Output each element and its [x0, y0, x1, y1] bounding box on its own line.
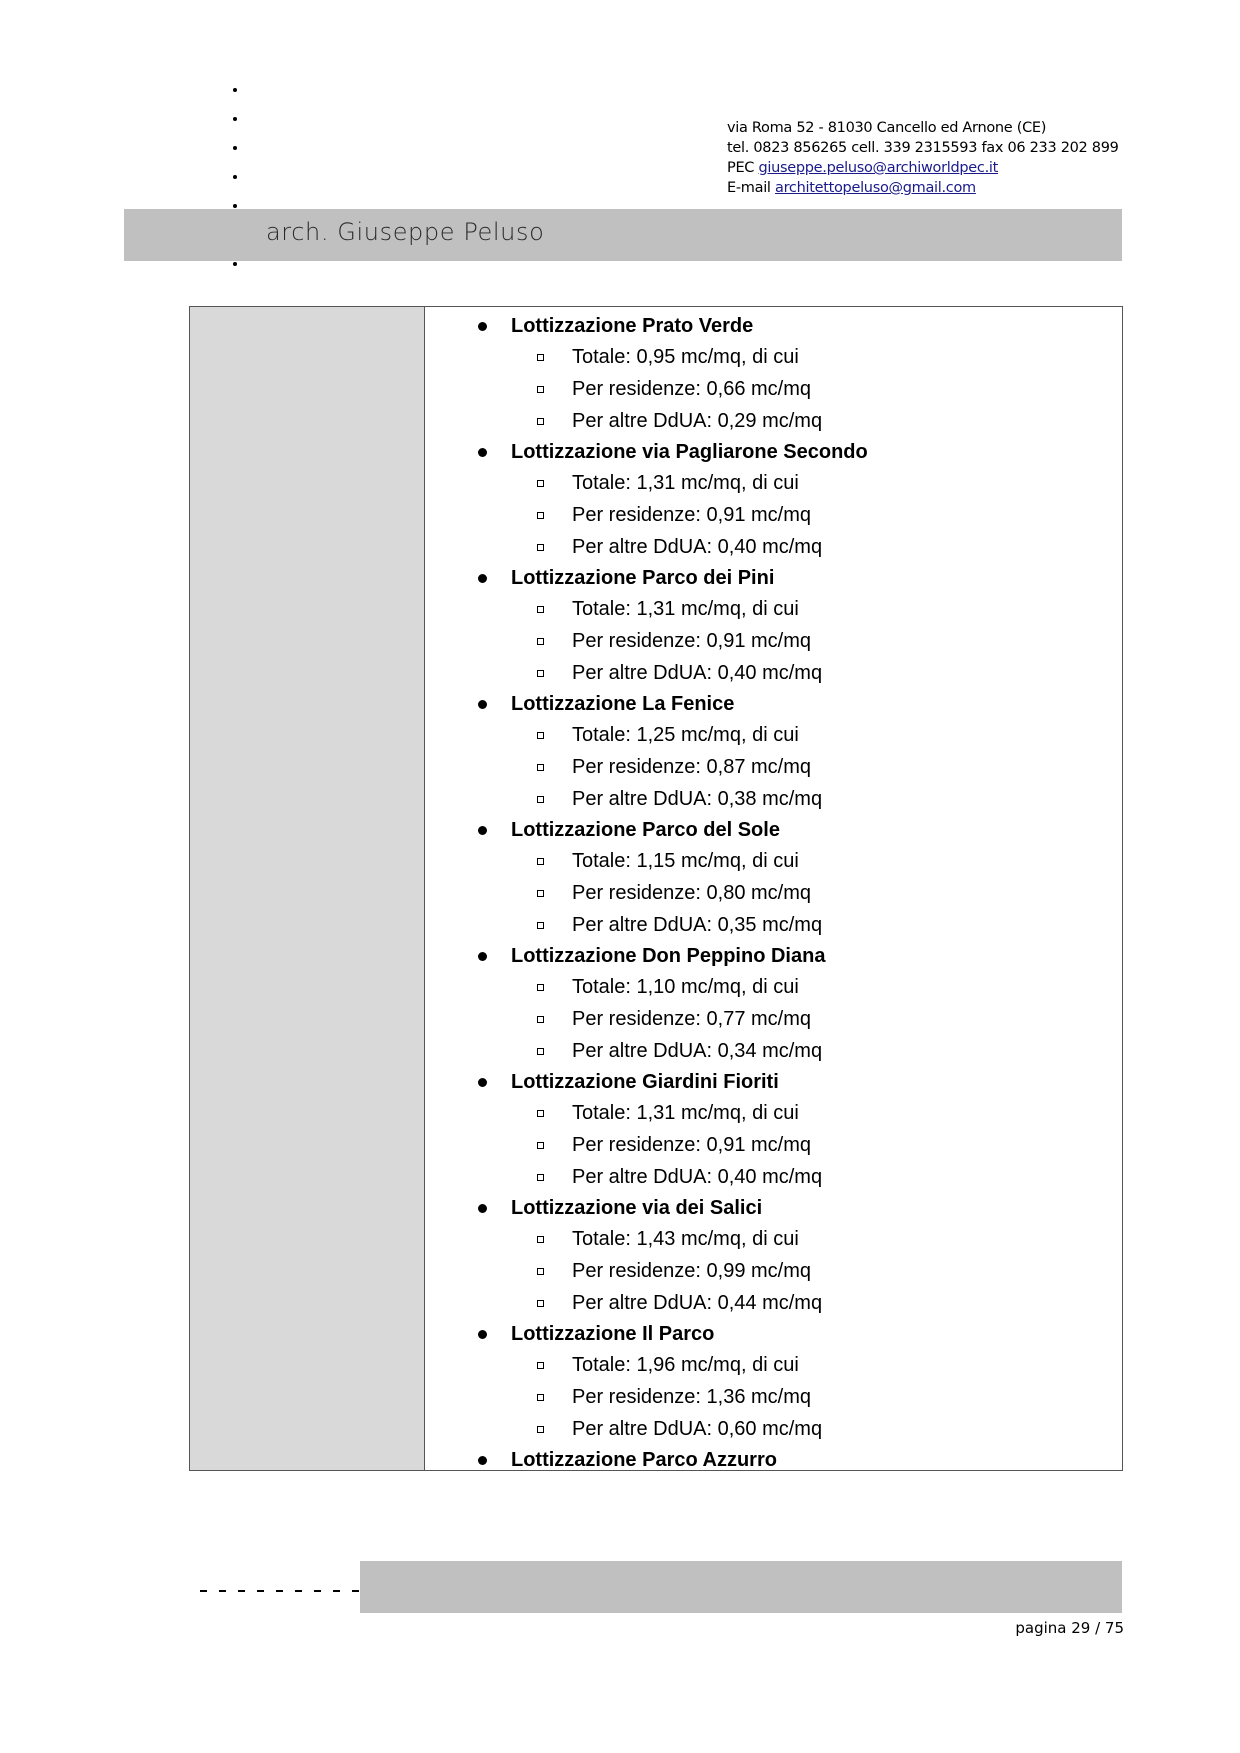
square-bullet-icon	[537, 858, 544, 865]
lottizzazione-item-text: Per residenze: 0,77 mc/mq	[572, 1008, 811, 1030]
square-bullet-icon	[537, 480, 544, 487]
dash-mark	[257, 1590, 264, 1592]
square-bullet-icon	[537, 732, 544, 739]
lottizzazione-item-text: Totale: 1,96 mc/mq, di cui	[572, 1354, 799, 1376]
lottizzazione-title	[425, 1319, 1122, 1349]
square-bullet-icon	[537, 1016, 544, 1023]
lottizzazione-item-text: Per altre DdUA: 0,34 mc/mq	[572, 1040, 823, 1062]
lottizzazione-item-text: Per altre DdUA: 0,44 mc/mq	[572, 1292, 823, 1314]
lottizzazione-item-text: Totale: 1,31 mc/mq, di cui	[572, 472, 799, 494]
email-line	[727, 178, 1119, 198]
square-bullet-icon	[537, 1174, 544, 1181]
lottizzazione-item-text: Per residenze: 0,87 mc/mq	[572, 756, 811, 778]
lottizzazione-item-text: Totale: 1,43 mc/mq, di cui	[572, 1228, 799, 1250]
lottizzazione-group	[425, 941, 1122, 1067]
lottizzazione-item-text: Per residenze: 0,80 mc/mq	[572, 882, 811, 904]
lottizzazione-group	[425, 563, 1122, 689]
lottizzazione-item	[425, 1223, 1122, 1255]
bullet-icon	[478, 952, 487, 961]
lottizzazione-item-text: Per altre DdUA: 0,29 mc/mq	[572, 410, 823, 432]
bullet-icon	[478, 1456, 487, 1465]
lottizzazione-group	[425, 1319, 1122, 1445]
lottizzazione-item	[425, 1035, 1122, 1067]
lottizzazione-group	[425, 311, 1122, 437]
email-link[interactable]: architettopeluso@gmail.com	[774, 180, 976, 196]
right-cell	[425, 307, 1122, 1470]
bullet-icon	[478, 448, 487, 457]
lottizzazione-item-text: Per residenze: 0,99 mc/mq	[572, 1260, 811, 1282]
pec-email-link[interactable]: giuseppe.peluso@archiworldpec.it	[758, 160, 999, 176]
bullet-icon	[478, 700, 487, 709]
dash-mark	[238, 1590, 245, 1592]
lottizzazione-title-text: Lottizzazione Giardini Fioriti	[511, 1071, 779, 1093]
lottizzazione-item	[425, 625, 1122, 657]
dash-mark	[314, 1590, 321, 1592]
phone-line: tel. 0823 856265 cell. 339 2315593 fax 06 233 202 899	[727, 140, 1119, 156]
lottizzazione-item-text: Per residenze: 0,91 mc/mq	[572, 504, 811, 526]
lottizzazione-title	[425, 311, 1122, 341]
bullet-icon	[478, 1078, 487, 1087]
dash-mark	[200, 1590, 207, 1592]
lottizzazione-title-text: Lottizzazione La Fenice	[511, 693, 735, 715]
bullet-icon	[478, 574, 487, 583]
lottizzazione-title-text: Lottizzazione Il Parco	[511, 1323, 715, 1345]
square-bullet-icon	[537, 796, 544, 803]
square-bullet-icon	[537, 890, 544, 897]
lottizzazione-item	[425, 1129, 1122, 1161]
lottizzazione-item	[425, 909, 1122, 941]
email-label: E-mail	[727, 180, 775, 196]
left-cell	[190, 307, 425, 1470]
lottizzazione-title	[425, 437, 1122, 467]
square-bullet-icon	[537, 1048, 544, 1055]
bullet-icon	[478, 826, 487, 835]
square-bullet-icon	[537, 418, 544, 425]
lottizzazione-item-text: Per residenze: 0,91 mc/mq	[572, 630, 811, 652]
lottizzazione-title	[425, 1067, 1122, 1097]
square-bullet-icon	[537, 1268, 544, 1275]
lottizzazione-item	[425, 845, 1122, 877]
square-bullet-icon	[537, 764, 544, 771]
lottizzazione-title-text: Lottizzazione Parco del Sole	[511, 819, 780, 841]
lottizzazione-item-text: Per altre DdUA: 0,40 mc/mq	[572, 536, 823, 558]
lottizzazione-item	[425, 877, 1122, 909]
square-bullet-icon	[537, 670, 544, 677]
lottizzazione-title-text: Lottizzazione via Pagliarone Secondo	[511, 441, 868, 463]
lottizzazione-group	[425, 1067, 1122, 1193]
dash-mark	[295, 1590, 302, 1592]
lottizzazione-item	[425, 499, 1122, 531]
contact-block	[727, 118, 1119, 198]
lottizzazione-item-text: Per altre DdUA: 0,60 mc/mq	[572, 1418, 823, 1440]
pec-label: PEC	[727, 160, 759, 176]
bullet-icon	[478, 322, 487, 331]
lottizzazione-title-text: Lottizzazione via dei Salici	[511, 1197, 763, 1219]
square-bullet-icon	[537, 606, 544, 613]
lottizzazione-item	[425, 405, 1122, 437]
lottizzazione-item	[425, 1097, 1122, 1129]
lottizzazione-item-text: Per residenze: 0,66 mc/mq	[572, 378, 811, 400]
square-bullet-icon	[537, 984, 544, 991]
square-bullet-icon	[537, 354, 544, 361]
square-bullet-icon	[537, 386, 544, 393]
lottizzazione-group	[425, 437, 1122, 563]
bullet-icon	[478, 1204, 487, 1213]
lottizzazione-item	[425, 1161, 1122, 1193]
square-bullet-icon	[537, 922, 544, 929]
lottizzazione-title	[425, 689, 1122, 719]
dash-mark	[219, 1590, 226, 1592]
bullet-icon	[478, 1330, 487, 1339]
lottizzazione-item-text: Per altre DdUA: 0,35 mc/mq	[572, 914, 823, 936]
lottizzazione-item-text: Totale: 1,31 mc/mq, di cui	[572, 598, 799, 620]
dash-mark	[352, 1590, 359, 1592]
lottizzazione-item	[425, 1287, 1122, 1319]
page-number: pagina 29 / 75	[1015, 1619, 1124, 1637]
lottizzazione-item-text: Totale: 1,10 mc/mq, di cui	[572, 976, 799, 998]
lottizzazione-item	[425, 657, 1122, 689]
square-bullet-icon	[537, 1142, 544, 1149]
lottizzazione-group	[425, 815, 1122, 941]
lottizzazione-title	[425, 941, 1122, 971]
lottizzazione-title	[425, 815, 1122, 845]
lottizzazione-title-text: Lottizzazione Prato Verde	[511, 315, 754, 337]
lottizzazione-item	[425, 971, 1122, 1003]
lottizzazione-item	[425, 719, 1122, 751]
lottizzazione-item	[425, 531, 1122, 563]
square-bullet-icon	[537, 512, 544, 519]
square-bullet-icon	[537, 1426, 544, 1433]
dash-mark	[333, 1590, 340, 1592]
lottizzazione-item-text: Totale: 1,31 mc/mq, di cui	[572, 1102, 799, 1124]
lottizzazione-item-text: Totale: 1,15 mc/mq, di cui	[572, 850, 799, 872]
brand-name: arch. Giuseppe Peluso	[266, 218, 545, 246]
square-bullet-icon	[537, 1110, 544, 1117]
lottizzazione-item-text: Totale: 1,25 mc/mq, di cui	[572, 724, 799, 746]
lottizzazione-item	[425, 593, 1122, 625]
lottizzazione-item	[425, 751, 1122, 783]
lottizzazione-title-text: Lottizzazione Parco dei Pini	[511, 567, 775, 589]
lottizzazione-item	[425, 1381, 1122, 1413]
lottizzazione-title	[425, 1193, 1122, 1223]
footer-band	[360, 1561, 1122, 1613]
lottizzazione-item-text: Totale: 0,95 mc/mq, di cui	[572, 346, 799, 368]
address-line: via Roma 52 - 81030 Cancello ed Arnone (CE)	[727, 120, 1047, 136]
square-bullet-icon	[537, 1300, 544, 1307]
dash-mark	[276, 1590, 283, 1592]
lottizzazione-item-text: Per altre DdUA: 0,40 mc/mq	[572, 662, 823, 684]
lottizzazione-item-text: Per residenze: 0,91 mc/mq	[572, 1134, 811, 1156]
lottizzazione-title	[425, 1445, 1122, 1475]
lottizzazione-item	[425, 341, 1122, 373]
lottizzazione-title-text: Lottizzazione Parco Azzurro	[511, 1449, 777, 1471]
lottizzazione-item	[425, 1255, 1122, 1287]
lottizzazione-item-text: Per altre DdUA: 0,38 mc/mq	[572, 788, 823, 810]
square-bullet-icon	[537, 544, 544, 551]
lottizzazione-group	[425, 1193, 1122, 1319]
lottizzazione-group	[425, 689, 1122, 815]
lottizzazioni-list	[425, 311, 1122, 1475]
lottizzazione-group	[425, 1445, 1122, 1475]
square-bullet-icon	[537, 1362, 544, 1369]
pec-line	[727, 158, 1119, 178]
square-bullet-icon	[537, 638, 544, 645]
lottizzazione-item	[425, 1413, 1122, 1445]
lottizzazione-item	[425, 467, 1122, 499]
lottizzazione-item-text: Per altre DdUA: 0,40 mc/mq	[572, 1166, 823, 1188]
lottizzazione-item	[425, 373, 1122, 405]
lottizzazione-item	[425, 1349, 1122, 1381]
square-bullet-icon	[537, 1394, 544, 1401]
lottizzazione-item	[425, 1003, 1122, 1035]
lottizzazione-item	[425, 783, 1122, 815]
lottizzazione-title-text: Lottizzazione Don Peppino Diana	[511, 945, 826, 967]
lottizzazione-item-text: Per residenze: 1,36 mc/mq	[572, 1386, 811, 1408]
content-table	[189, 306, 1123, 1471]
square-bullet-icon	[537, 1236, 544, 1243]
lottizzazione-title	[425, 563, 1122, 593]
